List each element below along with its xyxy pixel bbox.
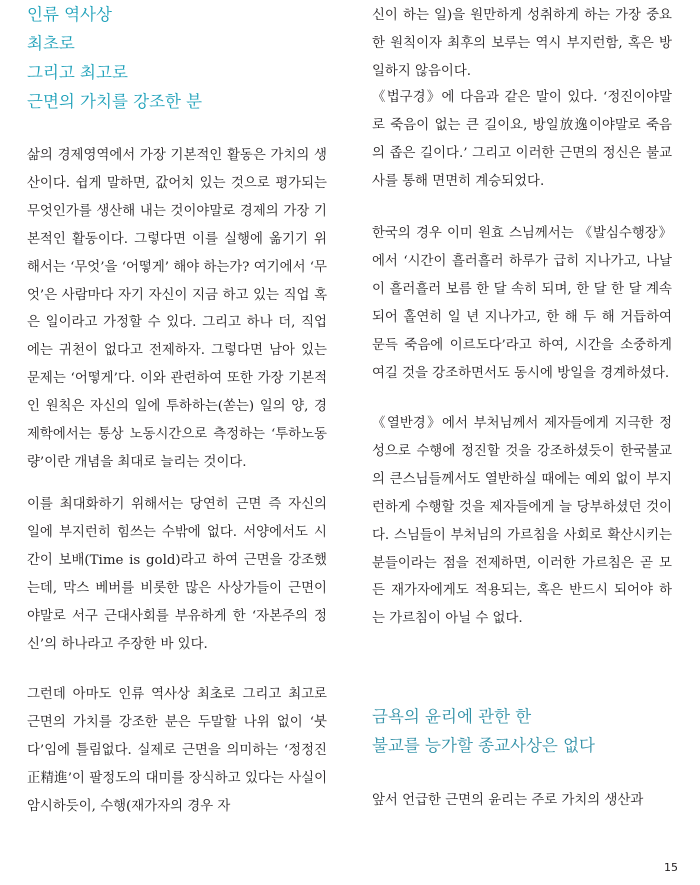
paragraph: 한국의 경우 이미 원효 스님께서는 《발심수행장》에서 ‘시간이 흘러흘러 하루가 급히 지나가고, 나날이 흘러흘러 보름 한 달 속히 되며, 한 달 한 달 계속되어 홀연히 일 년 지나가고, 한 해 두 해 거듭하여 문득 죽음에 이르도다’라고 하여, 시간을 소중하게 여길 것을 강조하면서도 동시에 방일을 경계하셨다.	[372, 226, 672, 381]
paragraph: 신이 하는 일)을 원만하게 성취하게 하는 가장 중요한 원칙이자 최후의 보루는 역시 부지런함, 혹은 방일하지 않음이다.	[372, 8, 672, 79]
paragraph: 그런데 아마도 인류 역사상 최초로 그리고 최고로 근면의 가치를 강조한 분은 두말할 나위 없이 ‘붓다’임에 틀림없다. 실제로 근면을 의미하는 ‘정정진正精進’이 팔정도의 대미를 장식하고 있다는 사실이 암시하듯이, 수행(재가자의 경우 자	[27, 687, 327, 814]
paragraph: 《열반경》에서 부처님께서 제자들에게 지극한 정성으로 수행에 정진할 것을 강조하셨듯이 한국불교의 큰스님들께서도 열반하실 때에는 예외 없이 부지런하게 수행할 것을 제자들에게 늘 당부하셨던 것이다. 스님들이 부처님의 가르침을 사회로 확산시키는 분들이라는 점을 전제하면, 이러한 가르침은 곧 모든 재가자에게도 적용되는, 혹은 반드시 되어야 하는 가르침이 아닐 수 없다.	[372, 416, 672, 627]
paragraph: 앞서 언급한 근면의 윤리는 주로 가치의 생산과	[372, 793, 644, 808]
paragraph: 이를 최대화하기 위해서는 당연히 근면 즉 자신의 일에 부지런히 힘쓰는 수밖에 없다. 서양에서도 시간이 보배(Time is gold)라고 하여 근면을 강조했는데, 막스 베버를 비롯한 많은 사상가들이 근면이야말로 서구 근대사회를 부유하게 한 ‘자본주의 정신’의 하나라고 주장한 바 있다.	[27, 497, 327, 652]
section-heading-diligence: 인류 역사상 최초로 그리고 최고로 근면의 가치를 강조한 분	[27, 5, 203, 111]
section-heading-asceticism: 금욕의 윤리에 관한 한 불교를 능가할 종교사상은 없다	[372, 707, 595, 755]
paragraph: 《법구경》에 다음과 같은 말이 있다. ‘정진이야말로 죽음이 없는 큰 길이요, 방일放逸이야말로 죽음의 좁은 길이다.’ 그리고 이러한 근면의 정신은 불교사를 통해 면면히 계승되었다.	[372, 90, 672, 189]
paragraph: 삶의 경제영역에서 가장 기본적인 활동은 가치의 생산이다. 쉽게 말하면, 값어치 있는 것으로 평가되는 무엇인가를 생산해 내는 것이야말로 경제의 가장 기본적인 활동이다. 그렇다면 이를 실행에 옮기기 위해서는 ‘무엇’을 ‘어떻게’ 해야 하는가? 여기에서 ‘무엇’은 사람마다 자기 자신이 지금 하고 있는 직업 혹은 일이라고 가정할 수 있다. 그리고 하나 더, 직업에는 귀천이 없다고 전제하자. 그렇다면 남아 있는 문제는 ‘어떻게’다. 이와 관련하여 또한 가장 기본적인 원칙은 자신의 일에 투하하는(쏟는) 일의 양, 경제학에서는 통상 노동시간으로 측정하는 ‘투하노동량’이란 개념을 최대로 늘리는 것이다.	[27, 148, 327, 470]
page-number: 15	[664, 861, 678, 874]
